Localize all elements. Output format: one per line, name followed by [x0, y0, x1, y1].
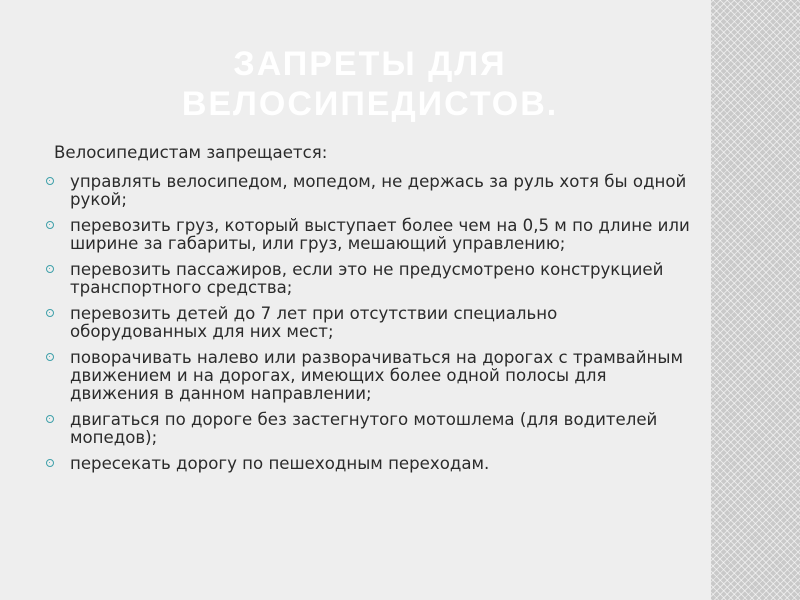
list-item-text: пересекать дорогу по пешеходным переходам. [70, 454, 490, 473]
circle-bullet-icon [46, 415, 54, 423]
list-item [44, 455, 696, 473]
circle-bullet-icon [46, 221, 54, 229]
intro-text: Велосипедистам запрещается: [54, 143, 328, 162]
circle-bullet-icon [46, 177, 54, 185]
list-item [44, 217, 696, 253]
decorative-side-band [711, 0, 800, 600]
slide-title: ЗАПРЕТЫ ДЛЯ ВЕЛОСИПЕДИСТОВ. [181, 45, 559, 123]
circle-bullet-icon [46, 459, 54, 467]
list-item-text: управлять велосипедом, мопедом, не держась за руль хотя бы одной рукой; [70, 172, 687, 209]
list-item-text: перевозить груз, который выступает более чем на 0,5 м по длине или ширине за габариты, или груз, мешающий управлению; [70, 216, 690, 253]
list-item-text: поворачивать налево или разворачиваться на дорогах с трамвайным движением и на дорогах, имеющих более одной полосы для движения в данном направлении; [70, 348, 683, 403]
list-item-text: двигаться по дороге без застегнутого мотошлема (для водителей мопедов); [70, 410, 658, 447]
list-item [44, 305, 696, 341]
slide-content [44, 144, 696, 481]
prohibitions-list [44, 173, 696, 473]
list-item [44, 411, 696, 447]
list-item-text: перевозить детей до 7 лет при отсутствии специально оборудованных для них мест; [70, 304, 558, 341]
circle-bullet-icon [46, 309, 54, 317]
list-item [44, 173, 696, 209]
circle-bullet-icon [46, 353, 54, 361]
circle-bullet-icon [46, 265, 54, 273]
list-item [44, 261, 696, 297]
list-item-text: перевозить пассажиров, если это не предусмотрено конструкцией транспортного средства; [70, 260, 664, 297]
list-item [44, 349, 696, 403]
